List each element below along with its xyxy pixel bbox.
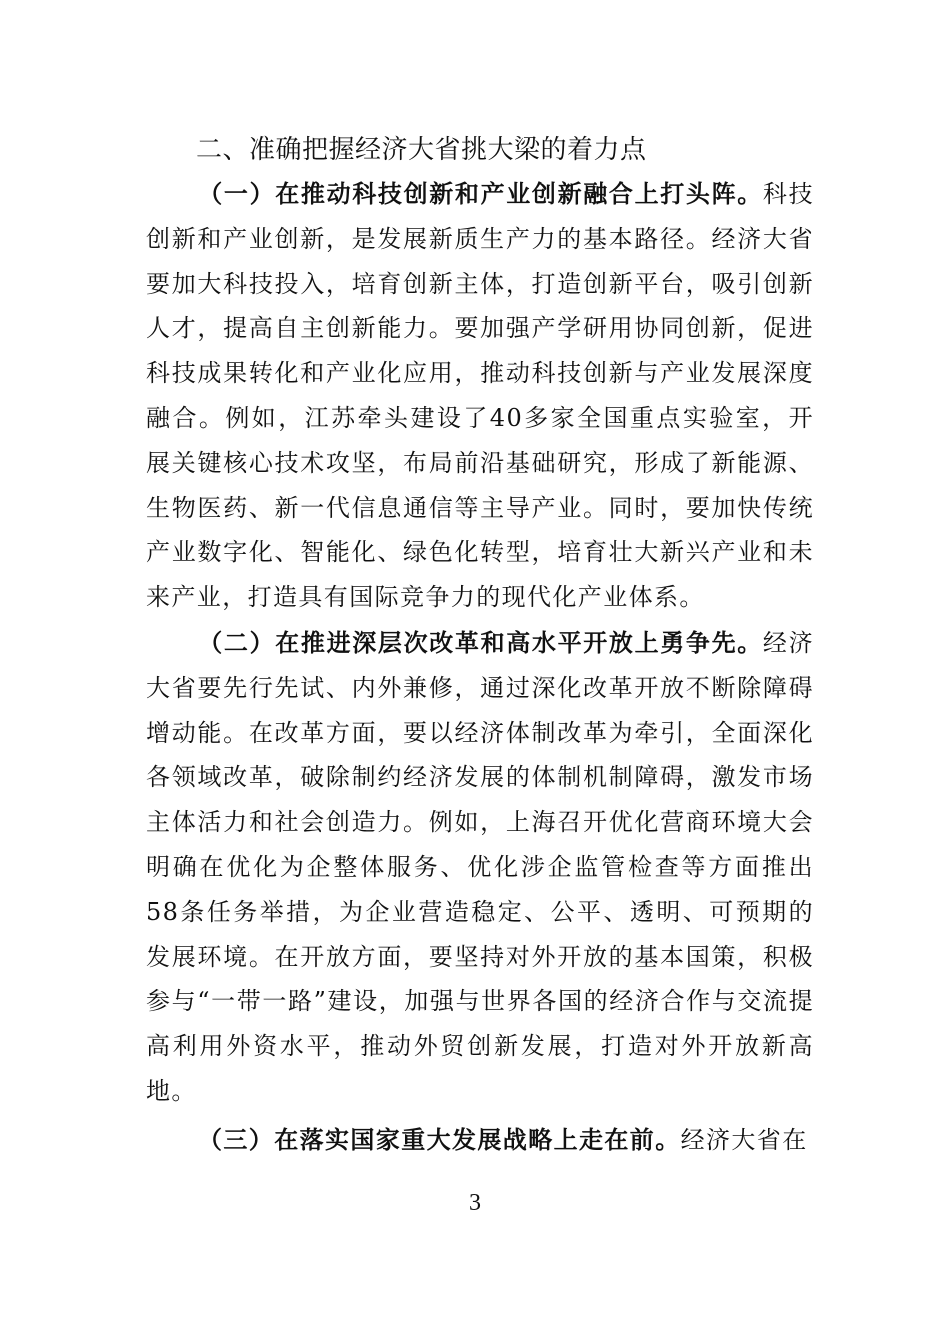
paragraph-3 (146, 1118, 814, 1163)
paragraph-2-body: 经济大省要先行先试、内外兼修，通过深化改革开放不断除障碍增动能。在改革方面，要以经济体制改革为牵引，全面深化各领域改革，破除制约经济发展的体制机制障碍，激发市场主体活力和社会创造力。例如，上海召开优化营商环境大会明确在优化为企整体服务、优化涉企监管检查等方面推出58条任务举措，为企业营造稳定、公平、透明、可预期的发展环境。在开放方面，要坚持对外开放的基本国策，积极参与“一带一路”建设，加强与世界各国的经济合作与交流提高利用外资水平，推动外贸创新发展，打造对外开放新高地。 (146, 629, 814, 1105)
paragraph-1-lead-in: （一）在推动科技创新和产业创新融合上打头阵。 (198, 179, 763, 208)
paragraph-2-lead-in: （二）在推进深层次改革和高水平开放上勇争先。 (198, 628, 763, 657)
paragraph-1-body: 科技创新和产业创新，是发展新质生产力的基本路径。经济大省要加大科技投入，培育创新主体，打造创新平台，吸引创新人才，提高自主创新能力。要加强产学研用协同创新，促进科技成果转化和产业化应用，推动科技创新与产业发展深度融合。例如，江苏牵头建设了40多家全国重点实验室，开展关键核心技术攻坚，布局前沿基础研究，形成了新能源、生物医药、新一代信息通信等主导产业。同时，要加快传统产业数字化、智能化、绿色化转型，培育壮大新兴产业和未来产业，打造具有国际竞争力的现代化产业体系。 (146, 180, 814, 612)
paragraph-2 (146, 621, 814, 1114)
section-heading: 二、准确把握经济大省挑大梁的着力点 (196, 135, 647, 165)
paragraph-3-lead-in: （三）在落实国家重大发展战略上走在前。 (198, 1125, 681, 1154)
paragraph-3-body: 经济大省在 (680, 1126, 808, 1154)
paragraph-1 (146, 172, 814, 620)
page-number: 3 (469, 1190, 481, 1216)
